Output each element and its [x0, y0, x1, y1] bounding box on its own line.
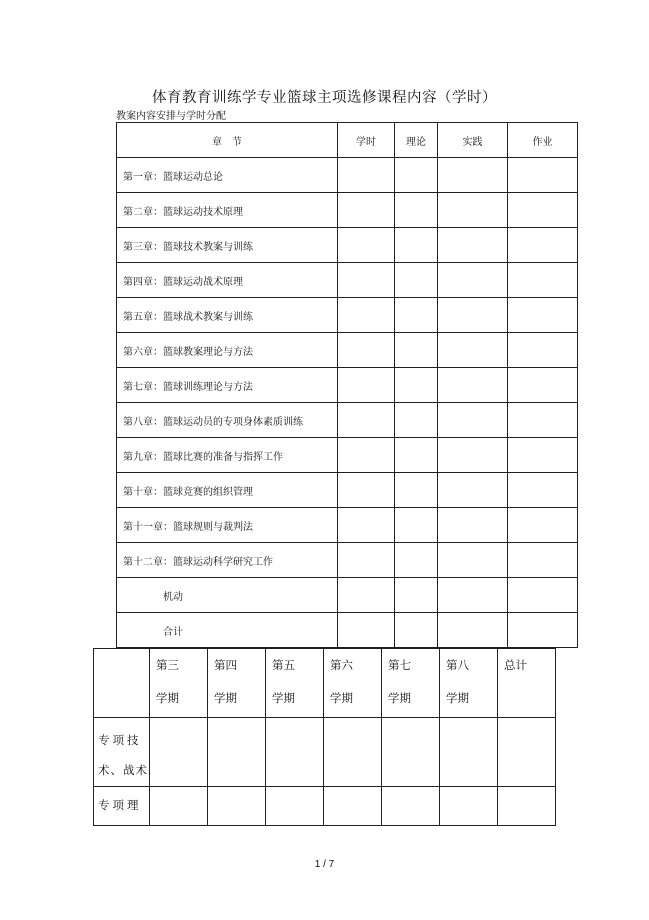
theory-cell — [395, 193, 438, 228]
chapter-cell: 第六章：篮球教案理论与方法 — [117, 333, 338, 368]
chapter-cell: 第十一章：篮球规则与裁判法 — [117, 508, 338, 543]
homework-cell — [508, 473, 578, 508]
chapter-cell: 第七章：篮球训练理论与方法 — [117, 368, 338, 403]
homework-cell — [508, 298, 578, 333]
table-row — [117, 508, 578, 543]
semester-header-row — [94, 649, 556, 718]
hours-cell — [338, 403, 395, 438]
table-row — [117, 333, 578, 368]
theory-cell — [395, 543, 438, 578]
homework-cell — [508, 228, 578, 263]
chapter-cell: 第四章：篮球运动战术原理 — [117, 263, 338, 298]
practice-cell — [438, 403, 508, 438]
hours-cell — [338, 508, 395, 543]
hours-cell — [338, 228, 395, 263]
practice-cell — [438, 263, 508, 298]
semester-header: 第三 学期 — [150, 649, 208, 718]
theory-cell — [395, 578, 438, 613]
practice-cell — [438, 473, 508, 508]
chapter-cell: 第二章：篮球运动技术原理 — [117, 193, 338, 228]
hours-cell — [338, 613, 395, 648]
homework-cell — [508, 333, 578, 368]
hours-cell — [338, 438, 395, 473]
table-row — [117, 368, 578, 403]
table-row — [117, 298, 578, 333]
theory-cell — [395, 298, 438, 333]
table-row — [117, 263, 578, 298]
table-header-row — [117, 123, 578, 158]
theory-cell — [395, 368, 438, 403]
semester-header: 第七 学期 — [382, 649, 440, 718]
table-row — [94, 787, 556, 826]
theory-cell — [395, 403, 438, 438]
semester-header: 第五 学期 — [266, 649, 324, 718]
hours-cell — [338, 368, 395, 403]
table-row — [117, 578, 578, 613]
theory-cell — [395, 438, 438, 473]
homework-cell — [508, 508, 578, 543]
chapter-cell: 第三章：篮球技术教案与训练 — [117, 228, 338, 263]
homework-cell — [508, 368, 578, 403]
practice-cell — [438, 193, 508, 228]
homework-cell — [508, 158, 578, 193]
practice-cell — [438, 613, 508, 648]
semester-header: 第六 学期 — [324, 649, 382, 718]
table-row — [117, 158, 578, 193]
header-theory: 理论 — [395, 123, 438, 158]
homework-cell — [508, 438, 578, 473]
total-cell: 合计 — [117, 613, 338, 648]
chapter-cell: 第十二章：篮球运动科学研究工作 — [117, 543, 338, 578]
homework-cell — [508, 578, 578, 613]
theory-cell — [395, 333, 438, 368]
practice-cell — [438, 298, 508, 333]
practice-cell — [438, 578, 508, 613]
chapter-cell: 第五章：篮球战术教案与训练 — [117, 298, 338, 333]
homework-cell — [508, 613, 578, 648]
table-row — [117, 613, 578, 648]
table-row — [117, 403, 578, 438]
total-header: 总计 — [498, 649, 556, 718]
theory-cell — [395, 158, 438, 193]
practice-cell — [438, 228, 508, 263]
hours-cell — [338, 543, 395, 578]
header-hours: 学时 — [338, 123, 395, 158]
practice-cell — [438, 508, 508, 543]
table-row — [117, 473, 578, 508]
practice-cell — [438, 333, 508, 368]
theory-cell — [395, 473, 438, 508]
hours-cell — [338, 298, 395, 333]
chapter-hours-table — [116, 122, 578, 648]
hours-cell — [338, 333, 395, 368]
semester-table — [93, 648, 556, 826]
table-row — [117, 543, 578, 578]
chapter-cell: 第九章：篮球比赛的准备与指挥工作 — [117, 438, 338, 473]
header-practice: 实践 — [438, 123, 508, 158]
hours-cell — [338, 473, 395, 508]
table-row — [117, 193, 578, 228]
theory-cell — [395, 613, 438, 648]
homework-cell — [508, 263, 578, 298]
theory-cell — [395, 263, 438, 298]
header-homework: 作业 — [508, 123, 578, 158]
homework-cell — [508, 193, 578, 228]
page-indicator: 1 / 7 — [314, 859, 335, 870]
practice-cell — [438, 368, 508, 403]
chapter-cell: 第八章：篮球运动员的专项身体素质训练 — [117, 403, 338, 438]
flexible-cell: 机动 — [117, 578, 338, 613]
corner-cell — [94, 649, 150, 718]
header-chapter: 章 节 — [117, 123, 338, 158]
row-label-technique-tactics: 专项技 术、战术 — [94, 718, 150, 787]
table-subtitle: 教案内容安排与学时分配 — [116, 111, 226, 122]
table-row — [117, 438, 578, 473]
practice-cell — [438, 543, 508, 578]
table-row — [117, 228, 578, 263]
homework-cell — [508, 543, 578, 578]
practice-cell — [438, 438, 508, 473]
theory-cell — [395, 508, 438, 543]
row-label-theory: 专项理 — [94, 787, 150, 826]
page-title: 体育教育训练学专业篮球主项选修课程内容（学时） — [152, 90, 497, 106]
theory-cell — [395, 228, 438, 263]
homework-cell — [508, 403, 578, 438]
semester-header: 第四 学期 — [208, 649, 266, 718]
hours-cell — [338, 193, 395, 228]
hours-cell — [338, 263, 395, 298]
chapter-cell: 第十章：篮球竞赛的组织管理 — [117, 473, 338, 508]
semester-header: 第八 学期 — [440, 649, 498, 718]
table-row — [94, 718, 556, 787]
hours-cell — [338, 158, 395, 193]
practice-cell — [438, 158, 508, 193]
chapter-cell: 第一章：篮球运动总论 — [117, 158, 338, 193]
hours-cell — [338, 578, 395, 613]
